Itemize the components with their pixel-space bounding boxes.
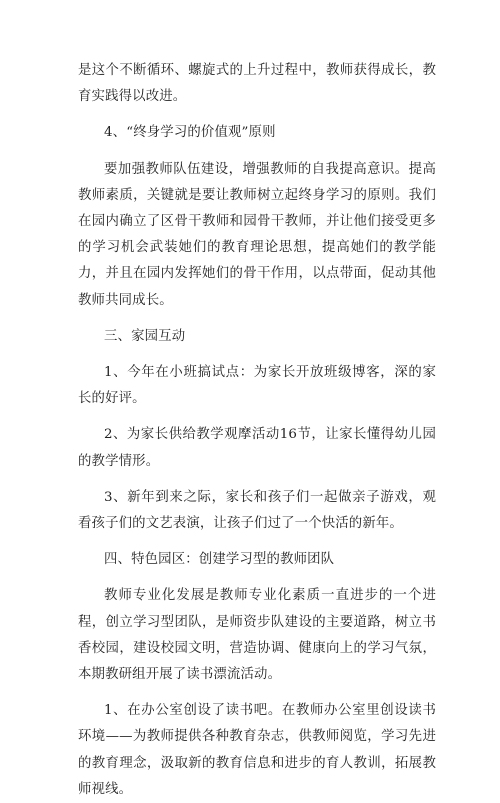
- list-item-3: 3、新年到来之际，家长和孩子们一起做亲子游戏，观看孩子们的文艺表演，让孩子们过了一个快活的新年。: [78, 489, 436, 532]
- section-heading-lifelong-learning: 4、“终身学习的价值观”原则: [104, 125, 276, 141]
- paragraph-continuation: 是这个不断循环、螺旋式的上升过程中，教师获得成长，教育实践得以改进。: [78, 63, 436, 105]
- paragraph-teacher-team: 要加强教师队伍建设，增强教师的自我提高意识。提高教师素质，关键就是要让教师树立起终身学习的原则。我们在园内确立了区骨干教师和园骨干教师，并让他们接受更多的学习机会武装她们的教育理论思想，提高她们的教学能力，并且在园内发挥她们的骨干作用，以点带面，促动其他教师共同成长。: [78, 161, 436, 308]
- section-heading-home-school: 三、家园互动: [104, 328, 186, 344]
- paragraph-professional-development: 教师专业化发展是教师专业化素质一直进步的一个进程，创立学习型团队，是师资步队建设的主要道路，树立书香校园，建设校园文明，营造协调、健康向上的学习气氛，本期教研组开展了读书漂流活动。: [78, 588, 436, 683]
- paragraph-reading-corner: 1、在办公室创设了读书吧。在教师办公室里创设读书环境——为教师提供各种教育杂志，供教师阅览，学习先进的教育理念，汲取新的教育信息和进步的育人教训，拓展教师视线。: [78, 703, 436, 797]
- section-heading-learning-team: 四、特色园区：创建学习型的教师团队: [104, 552, 335, 568]
- list-item-1: 1、今年在小班搞试点：为家长开放班级博客，深的家长的好评。: [78, 365, 436, 407]
- list-item-2: 2、为家长供给教学观摩活动16节，让家长懂得幼儿园的教学情形。: [78, 427, 436, 469]
